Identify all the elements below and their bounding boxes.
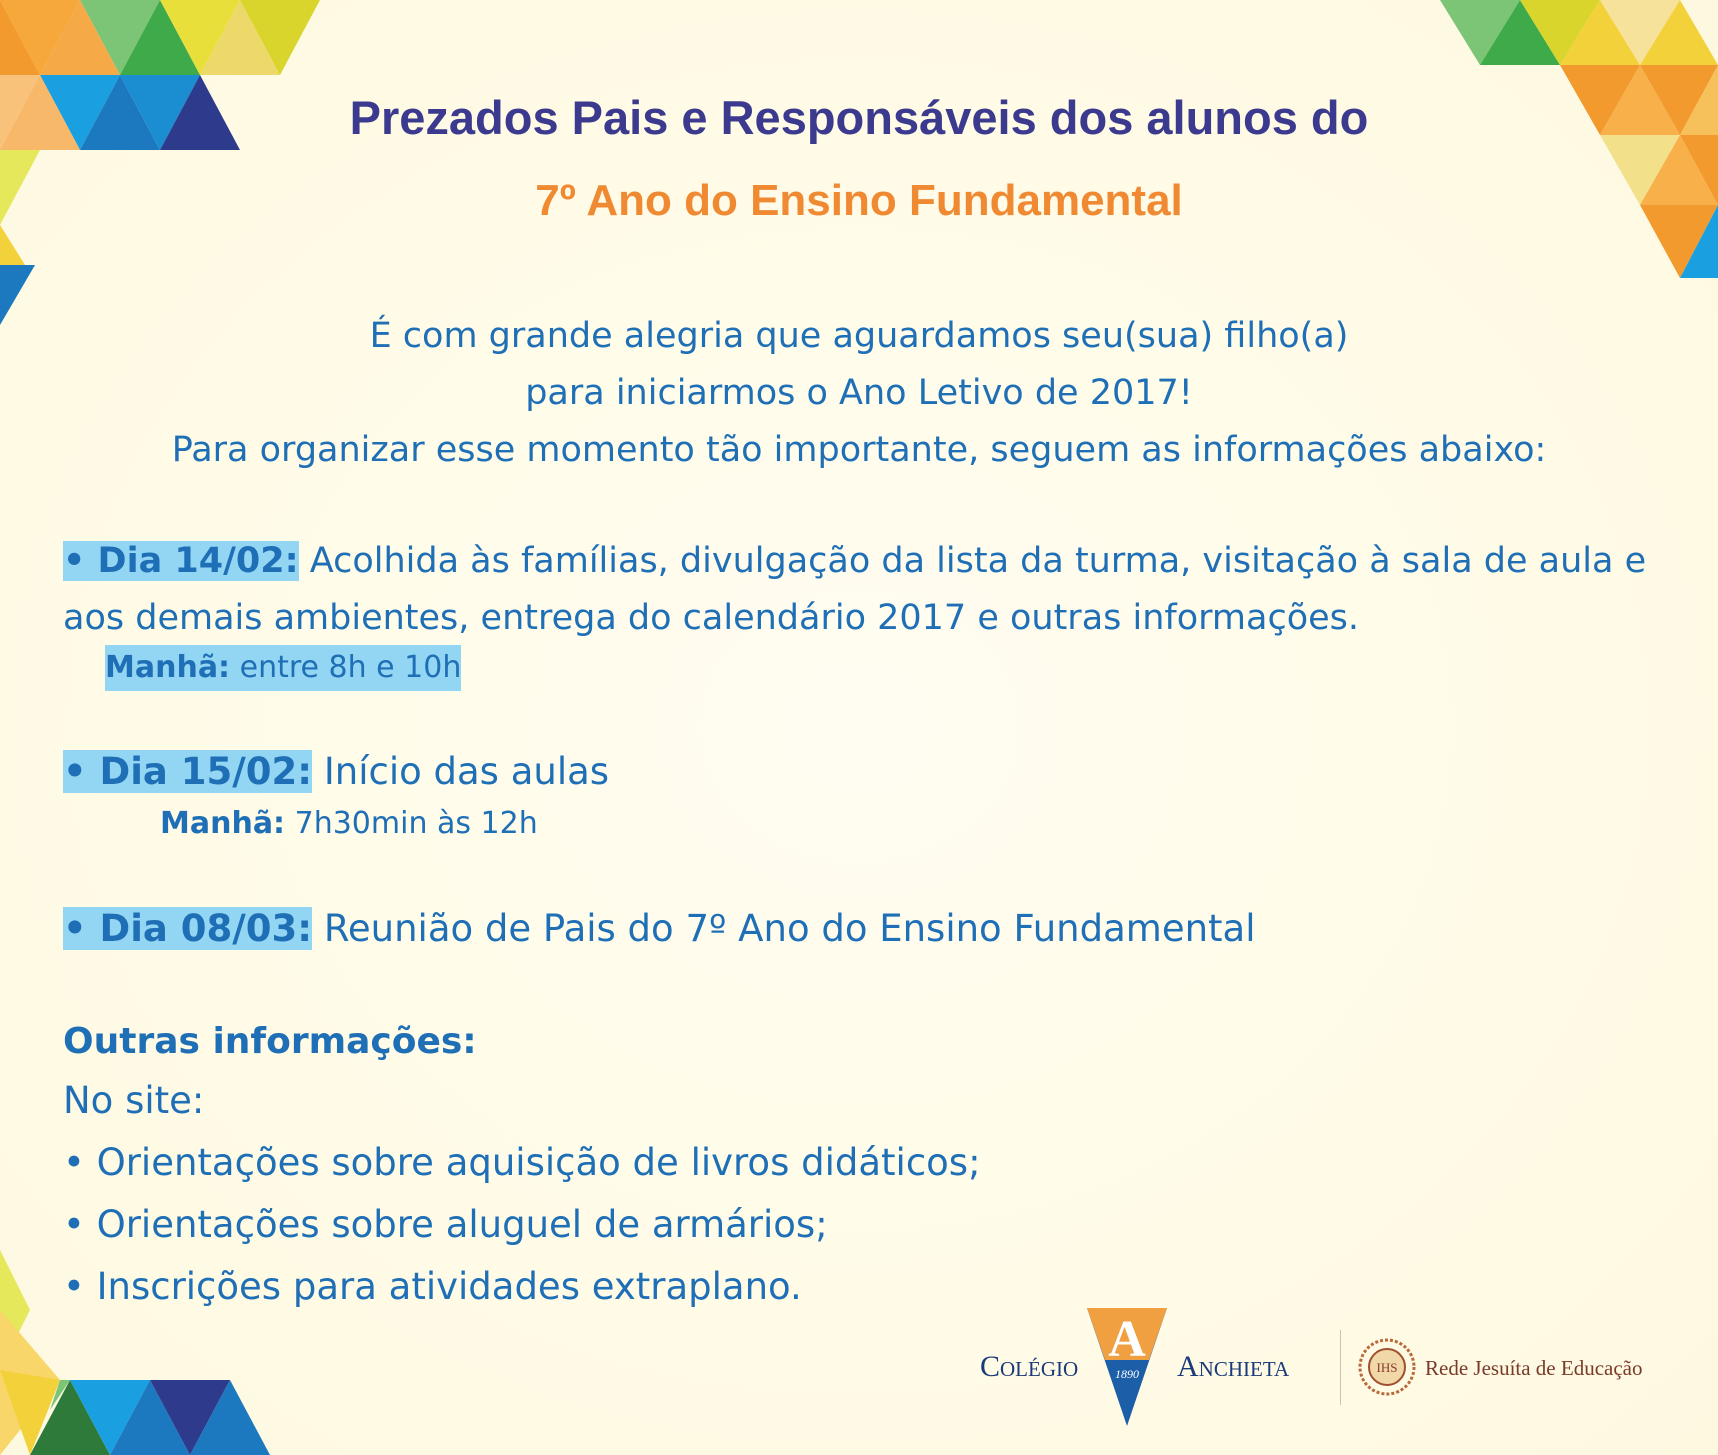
schedule-item-3	[63, 903, 1256, 955]
schedule-date: • Dia 14/02:	[63, 541, 299, 581]
decorative-triangles-top-left	[0, 0, 330, 330]
seal-text: IHS	[1376, 1360, 1398, 1375]
schedule-item-1	[63, 533, 1683, 647]
intro-line: para iniciarmos o Ano Letivo de 2017!	[525, 373, 1193, 413]
intro-paragraph	[0, 308, 1718, 479]
schedule-date: • Dia 15/02:	[63, 750, 313, 793]
list-item: • Orientações sobre aluguel de armários;	[63, 1203, 828, 1246]
other-info-intro: No site:	[63, 1079, 205, 1122]
network-name: Rede Jesuíta de Educação	[1425, 1356, 1643, 1380]
logo-divider	[1340, 1330, 1341, 1405]
schedule-text: Início das aulas	[323, 750, 610, 793]
ihs-seal-icon	[1358, 1338, 1416, 1396]
schedule-text: Reunião de Pais do 7º Ano do Ensino Fundamental	[323, 907, 1256, 950]
schedule-time	[105, 645, 461, 691]
page-subtitle: 7º Ano do Ensino Fundamental	[535, 176, 1183, 225]
intro-line: Para organizar esse momento tão importante, seguem as informações abaixo:	[171, 430, 1547, 470]
time-value: 7h30min às 12h	[294, 806, 538, 841]
time-label: Manhã:	[160, 806, 286, 841]
schedule-item-2	[63, 746, 609, 798]
time-value: entre 8h e 10h	[239, 650, 462, 685]
other-info-heading: Outras informações:	[63, 1021, 477, 1062]
other-info-list	[63, 1070, 981, 1318]
logo-text-right: Anchieta	[1177, 1350, 1290, 1383]
schedule-date: • Dia 08/03:	[63, 907, 313, 950]
page-title: Prezados Pais e Responsáveis dos alunos do	[349, 91, 1369, 144]
time-label: Manhã:	[105, 650, 231, 685]
schedule-text: Acolhida às famílias, divulgação da lista da turma, visitação à sala de aula e aos demais ambientes, entrega do calendário 2017 e outras informações.	[63, 541, 1647, 638]
emblem-letter: A	[1108, 1311, 1146, 1368]
emblem-year: 1890	[1115, 1367, 1139, 1381]
anchieta-emblem	[1087, 1308, 1167, 1428]
logo-text-left: Colégio	[980, 1350, 1079, 1383]
intro-line: É com grande alegria que aguardamos seu(sua) filho(a)	[369, 316, 1349, 356]
schedule-time	[160, 803, 538, 845]
list-item: • Inscrições para atividades extraplano.	[63, 1265, 802, 1308]
list-item: • Orientações sobre aquisição de livros didáticos;	[63, 1141, 981, 1184]
